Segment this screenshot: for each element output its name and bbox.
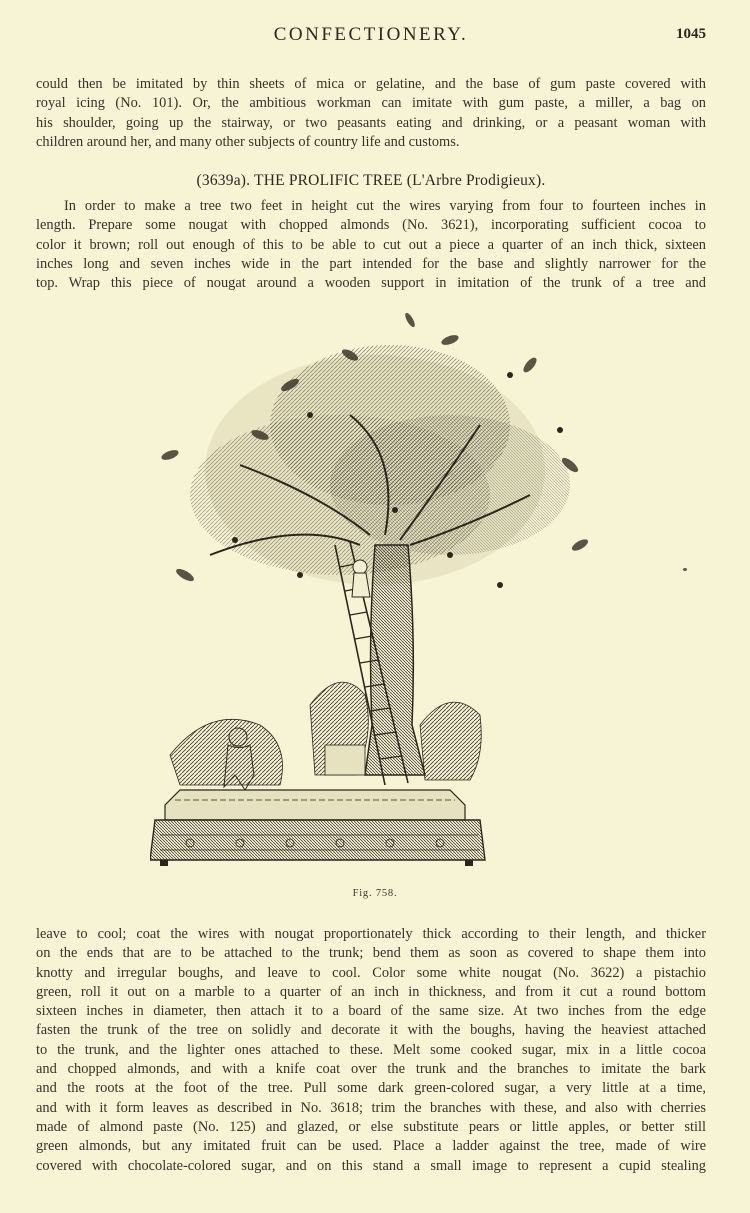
text-line: children around her, and many other subjects of country life and customs. xyxy=(36,133,460,150)
running-head xyxy=(36,24,706,50)
text-line: sixteen inches in diameter, then attach it to a board of the same size. At two inches from the edge xyxy=(36,1003,706,1020)
text-line: green almonds, but any imitated fruit can be used. Place a ladder against the tree, made of wire xyxy=(36,1138,706,1155)
text-line: inches long and seven inches wide in the part intended for the base and slightly narrower for the xyxy=(36,255,706,272)
figure-caption: Fig. 758. xyxy=(352,888,398,899)
page-number: 1045 xyxy=(676,26,706,42)
text-line: and with it form leaves as described in No. 3618; trim the branches with these, and also with cherries xyxy=(36,1099,706,1116)
section-heading: (3639a). THE PROLIFIC TREE (L'Arbre Prodigieux). xyxy=(196,172,546,189)
continuation-paragraph xyxy=(36,925,706,1176)
tree-illustration xyxy=(150,305,600,885)
base-board xyxy=(150,790,485,866)
text-line: on the ends that are to be attached to the trunk; bend them as soon as covered to shape them into xyxy=(36,945,706,962)
figure-tree-engraving xyxy=(150,305,600,885)
text-line: royal icing (No. 101). Or, the ambitious workman can imitate with gum paste, a miller, a bag on xyxy=(36,95,706,112)
text-line: color it brown; roll out enough of this to be able to cut out a piece a quarter of an inch thick, sixteen xyxy=(36,236,706,253)
text-line: and chopped almonds, and with a knife coat over the trunk and the branches to imitate the bark xyxy=(36,1061,706,1078)
text-line: knotty and irregular boughs, and leave to cool. Color some white nougat (No. 3622) a pistachio xyxy=(36,964,706,981)
text-line: to the trunk, and the lighter ones attached to these. Melt some cooked sugar, mix in a little cocoa xyxy=(36,1041,706,1058)
section-paragraph xyxy=(36,197,706,293)
intro-paragraph xyxy=(36,75,706,152)
running-title: CONFECTIONERY. xyxy=(273,24,469,45)
text-line: fasten the trunk of the tree on solidly and decorate it with the boughs, having the heaviest attached xyxy=(36,1022,706,1039)
text-line: length. Prepare some nougat with chopped almonds (No. 3621), incorporating sufficient cocoa to xyxy=(36,217,706,234)
text-line: and the roots at the foot of the tree. Pull some dark green-colored sugar, a very little at a time, xyxy=(36,1080,706,1097)
text-line: green, roll it out on a marble to a quarter of an inch in thickness, and from it cut a round bottom xyxy=(36,983,706,1000)
ground-plants xyxy=(170,682,481,785)
text-line: his shoulder, going up the stairway, or two peasants eating and drinking, or a peasant woman with xyxy=(36,114,706,131)
cupid-figure xyxy=(352,560,370,597)
text-line: In order to make a tree two feet in height cut the wires varying from four to fourteen inches in xyxy=(64,198,706,214)
text-line: made of almond paste (No. 125) and glazed, or else substitute pears or little apples, or better still xyxy=(36,1118,706,1135)
text-line: covered with chocolate-colored sugar, and on this stand a small image to represent a cupid stealing xyxy=(36,1157,706,1174)
page-blemish xyxy=(683,568,687,571)
text-line: leave to cool; coat the wires with nougat proportionately thick according to their length, and thicker xyxy=(36,926,706,942)
text-line: could then be imitated by thin sheets of mica or gelatine, and the base of gum paste covered with xyxy=(36,76,706,92)
text-line: top. Wrap this piece of nougat around a wooden support in imitation of the trunk of a tree and xyxy=(36,275,706,292)
